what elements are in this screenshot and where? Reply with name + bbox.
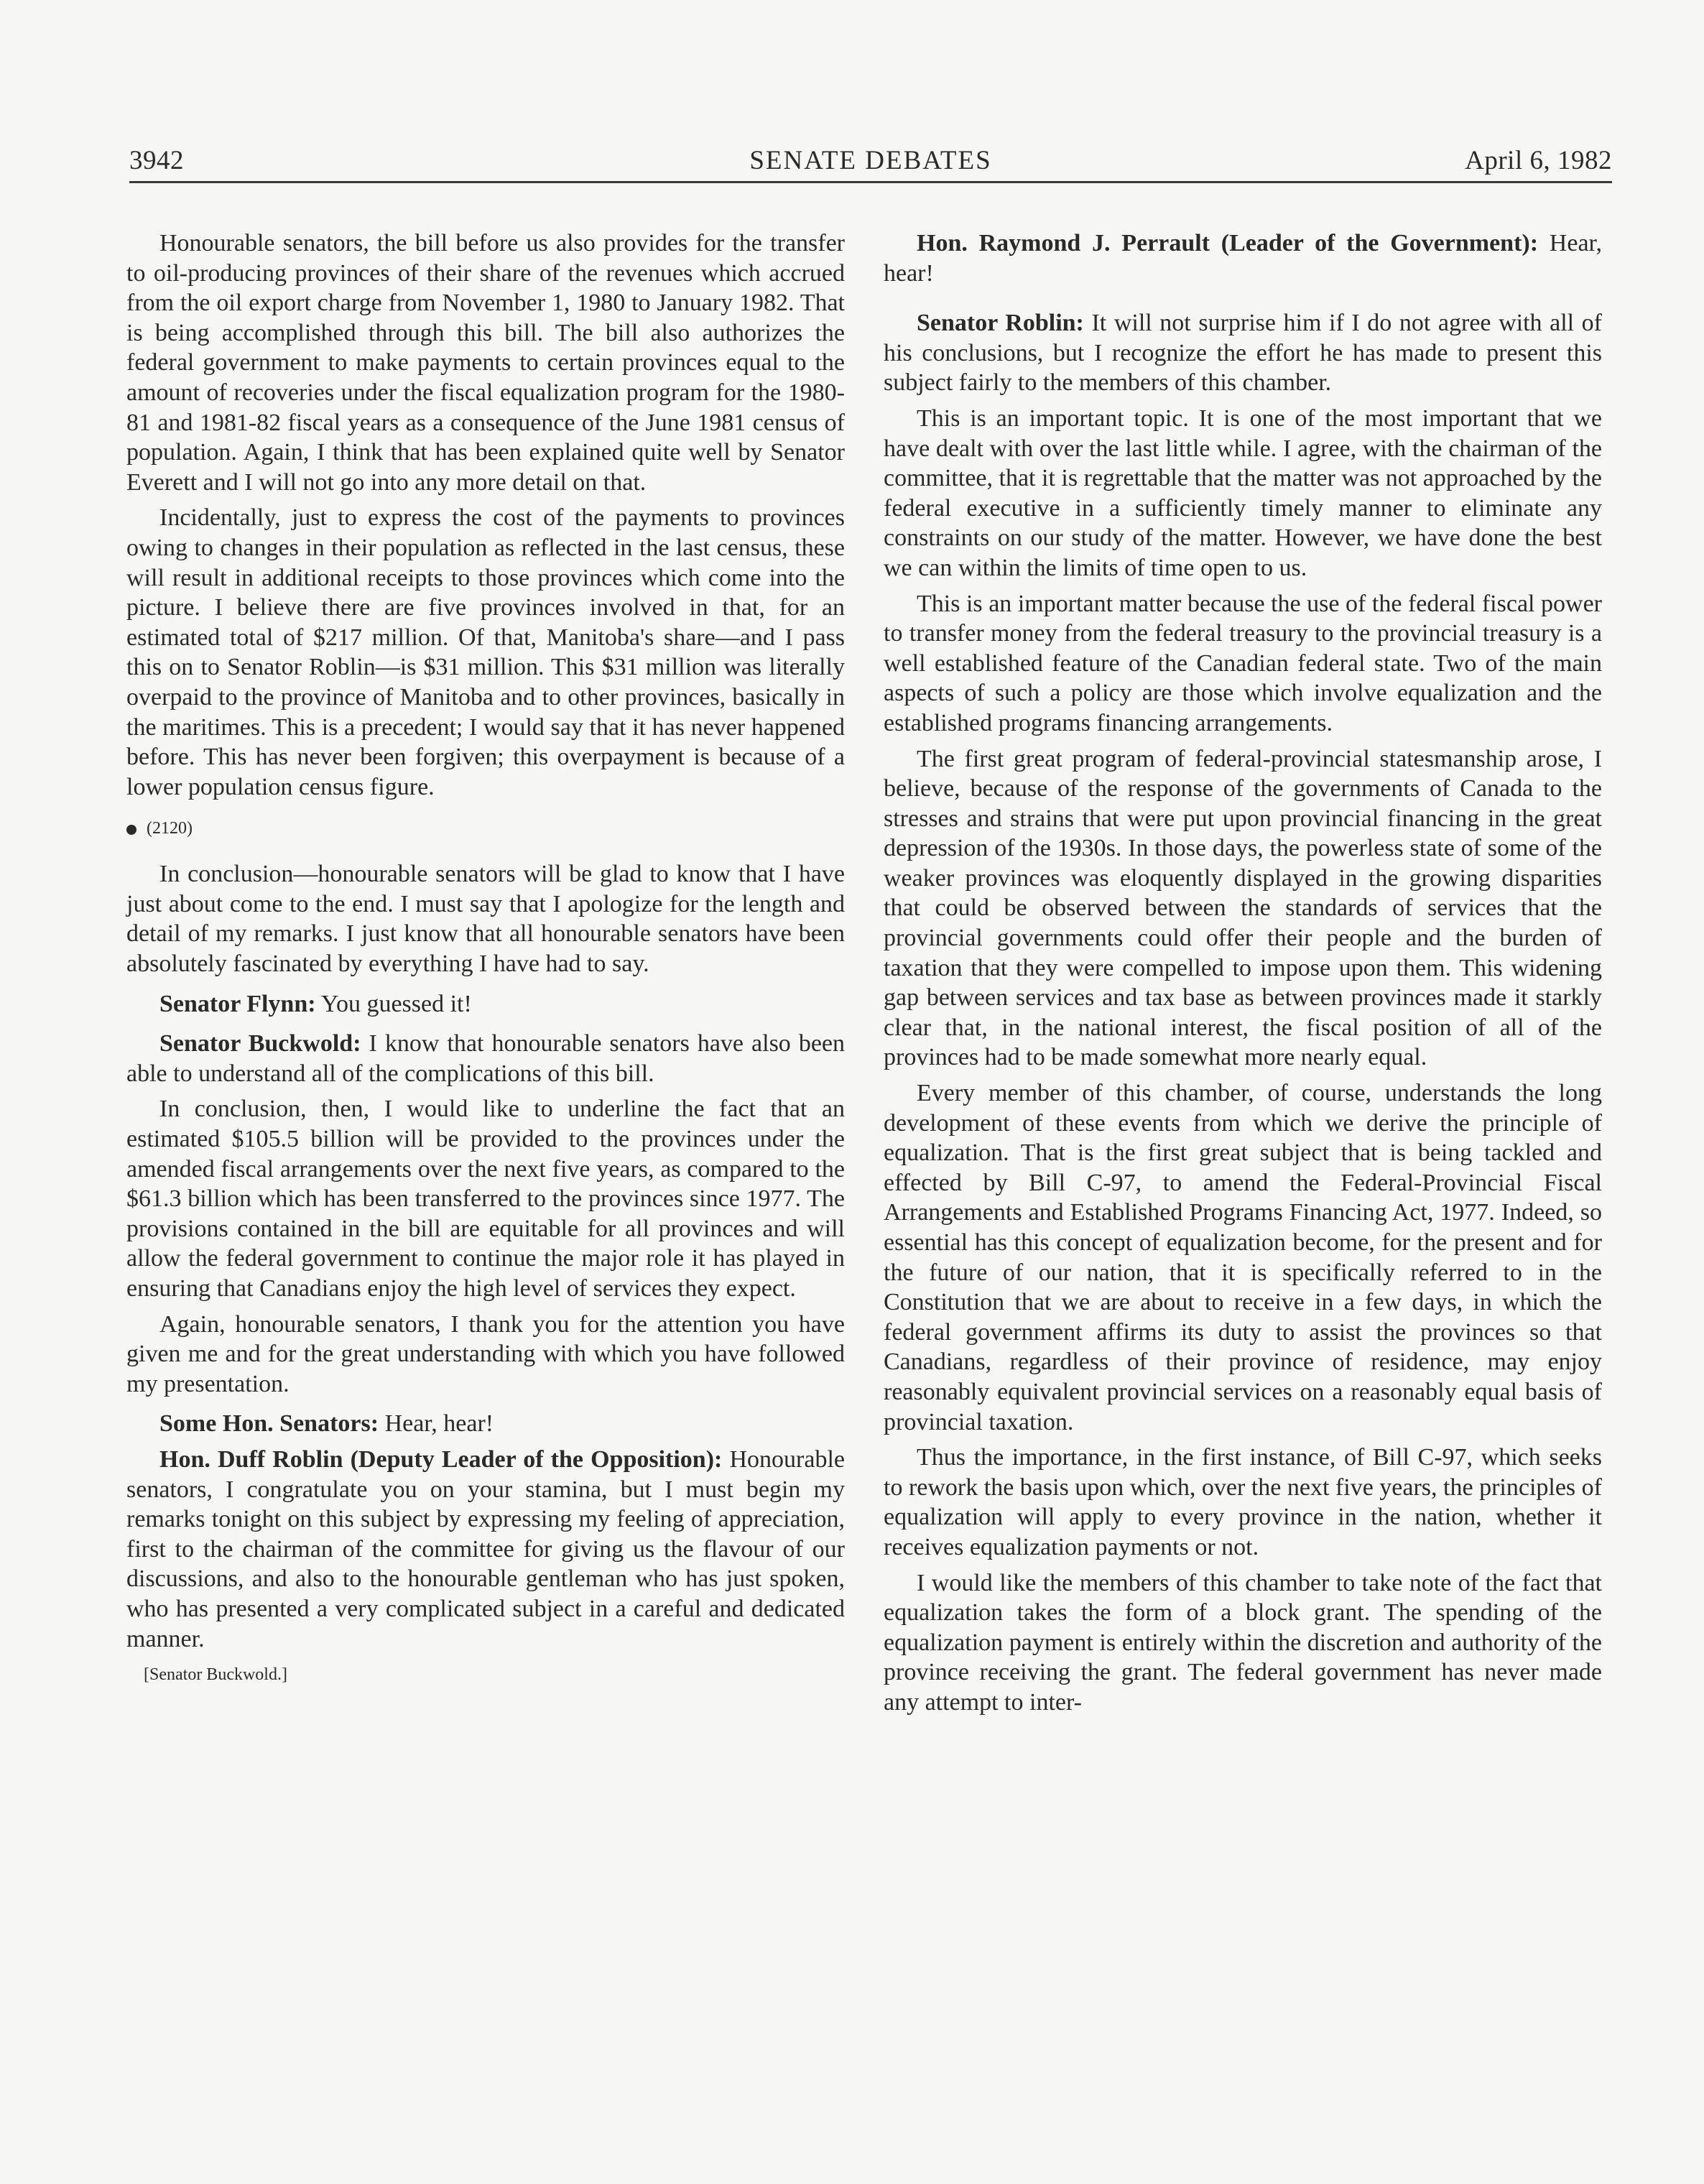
speaker-name: Hon. Raymond J. Perrault (Leader of the Government): xyxy=(917,230,1539,256)
publication-title: SENATE DEBATES xyxy=(749,146,992,175)
time-marker-label: (2120) xyxy=(147,819,193,838)
speech-text: Honourable senators, I congratulate you on your stamina, but I must begin my remarks tonight on this subject by expressing my feeling of appreciation, first to the chairman of the committee for giving us the flavour of our discussions, and also to the honourable gentleman who has just spoken, who has presented a very complicated subject in a careful and dedicated manner. xyxy=(126,1445,845,1652)
paragraph: Honourable senators, the bill before us also provides for the transfer to oil-producing provinces of their share of the revenues which accrued from the oil export charge from November 1, 1980 to January 1982. That is being accomplished through this bill. The bill also authorizes the federal government to make payments to certain provinces equal to the amount of recoveries under the fiscal equalization program for the 1980-81 and 1981-82 fiscal years as a consequence of the June 1981 census of population. Again, I think that has been explained quite well by Senator Everett and I will not go into any more detail on that. xyxy=(126,230,845,496)
paragraph: The first great program of federal-provincial statesmanship arose, I believe, because of the response of the governments of Canada to the stresses and strains that were put upon provincial financing in the great depression of the 1930s. In those days, the powerless state of some of the weaker provinces was eloquently displayed in the growing disparities that could be observed between the standards of services that the provincial governments could offer their people and the burden of taxation that they were compelled to impose upon them. This widening gap between services and tax base as between provinces made it starkly clear that, in the national interest, the fiscal position of all of the provinces had to be made somewhat more nearly equal. xyxy=(884,745,1602,1071)
speech-text: I know that honourable senators have also been able to understand all of the complications of this bill. xyxy=(126,1030,845,1087)
speech-text: Hear, hear! xyxy=(379,1410,494,1438)
speaker-name: Senator Buckwold: xyxy=(159,1030,361,1058)
speech-text: It will not surprise him if I do not agree with all of his conclusions, but I recognize the effort he has made to present this subject fairly to the members of this chamber. xyxy=(884,310,1603,397)
paragraph: In conclusion—honourable senators will be glad to know that I have just about come to the end. I must say that I apologize for the length and detail of my remarks. I just know that all honourable senators have been absolutely fascinated by everything I have had to say. xyxy=(126,861,845,978)
paragraph: Every member of this chamber, of course, understands the long development of these events from which we derive the principle of equalization. That is the first great subject that is being tackled and effected by Bill C-97, to amend the Federal-Provincial Fiscal Arrangements and Established Programs Financing Act, 1977. Indeed, so essential has this concept of equalization become, for the present and for the future of our nation, that it is specifically referred to in the Constitution that we are about to receive in a few days, in which the federal government affirms its duty to assist the provinces so that Canadians, regardless of their province of residence, may enjoy reasonably equivalent provincial services on a reasonably equal basis of provincial taxation. xyxy=(884,1080,1602,1435)
page-number: 3942 xyxy=(129,146,184,175)
paragraph: This is an important matter because the use of the federal fiscal power to transfer money from the federal treasury to the provincial treasury is a well established feature of the Canadian federal state. Two of the main aspects of such a policy are those which involve equalization and the established programs financing arrangements. xyxy=(884,590,1602,736)
right-column xyxy=(884,228,1602,1723)
left-column xyxy=(126,228,845,1685)
speaker-name: Senator Roblin: xyxy=(917,310,1084,337)
bullet-icon xyxy=(126,825,136,835)
paragraph: Thus the importance, in the first instance, of Bill C-97, which seeks to rework the basis upon which, over the next five years, the principles of equalization will apply to every province in the nation, whether it receives equalization payments or not. xyxy=(884,1444,1602,1560)
paragraph: I would like the members of this chamber to take note of the fact that equalization takes the form of a block grant. The spending of the equalization payment is entirely within the discretion and authority of the province receiving the grant. The federal government has never made any attempt to inter- xyxy=(884,1569,1602,1716)
paragraph: Incidentally, just to express the cost of the payments to provinces owing to changes in their population as reflected in the last census, these will result in additional receipts to those provinces which come into the picture. I believe there are five provinces involved in that, for an estimated total of $217 million. Of that, Manitoba's share—and I pass this on to Senator Roblin—is $31 million. This $31 million was literally overpaid to the province of Manitoba and to other provinces, basically in the maritimes. This is a precedent; I would say that it has never happened before. This has never been forgiven; this overpayment is because of a lower population census figure. xyxy=(126,504,845,800)
speaker-name: Some Hon. Senators: xyxy=(159,1410,379,1438)
speech-text: You guessed it! xyxy=(315,990,472,1017)
speaker-name: Hon. Duff Roblin (Deputy Leader of the Opposition): xyxy=(159,1445,723,1473)
publication-date: April 6, 1982 xyxy=(1465,146,1612,175)
speech-perrault xyxy=(884,228,1602,288)
speech-roblin xyxy=(884,308,1602,398)
paragraph: In conclusion, then, I would like to underline the fact that an estimated $105.5 billion will be provided to the provinces under the amended fiscal arrangements over the next five years, as compared to the $61.3 billion which has been transferred to the provinces since 1977. The provisions contained in the bill are equitable for all provinces and will allow the federal government to continue the major role it has played in ensuring that Canadians enjoy the high level of services they expect. xyxy=(126,1096,845,1302)
speech-duff-roblin xyxy=(126,1445,845,1654)
speaker-name: Senator Flynn: xyxy=(159,990,316,1017)
paragraph: This is an important topic. It is one of the most important that we have dealt with over the last little while. I agree, with the chairman of the committee, that it is regrettable that the matter was not approached by the federal executive in a sufficiently timely manner to eliminate any constraints on our study of the matter. However, we have done the best we can within the limits of time open to us. xyxy=(884,404,1602,581)
speech-some-senators xyxy=(126,1409,845,1439)
speech-flynn xyxy=(126,989,845,1019)
speech-buckwold xyxy=(126,1029,845,1088)
paragraph: Again, honourable senators, I thank you for the attention you have given me and for the great understanding with which you have followed my presentation. xyxy=(126,1310,845,1397)
speech-text: Hear, hear! xyxy=(884,230,1602,287)
time-marker xyxy=(126,818,845,839)
page-header xyxy=(129,144,1612,183)
footer-note: [Senator Buckwold.] xyxy=(144,1665,287,1685)
